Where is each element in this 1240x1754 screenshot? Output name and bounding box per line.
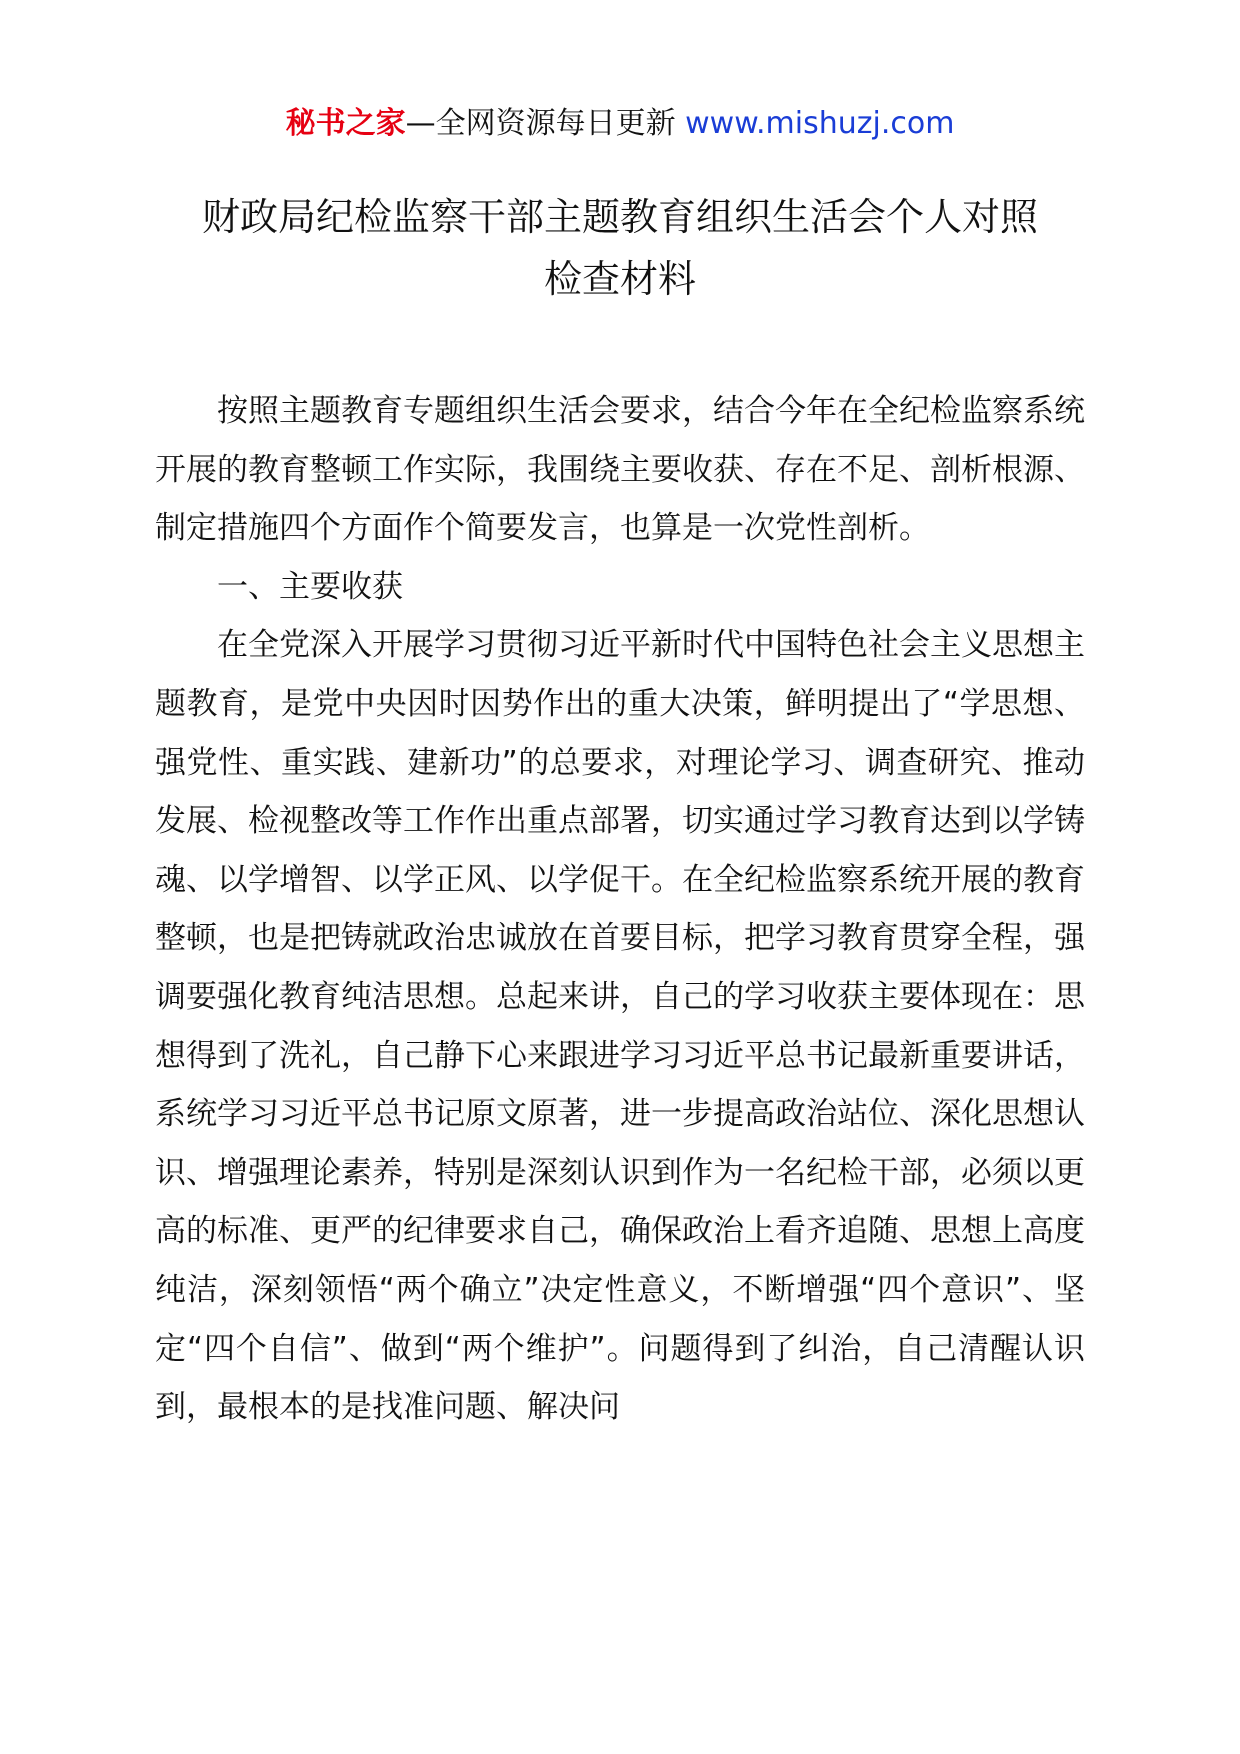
site-header bbox=[0, 102, 1240, 146]
intro-paragraph: 按照主题教育专题组织生活会要求，结合今年在全纪检监察系统开展的教育整顿工作实际，我围绕主要收获、存在不足、剖析根源、制定措施四个方面作个简要发言，也算是一次党性剖析。 bbox=[155, 393, 1085, 547]
document-title bbox=[140, 186, 1100, 310]
brand-name: 秘书之家 bbox=[285, 106, 406, 141]
title-line-1: 财政局纪检监察干部主题教育组织生活会个人对照 bbox=[201, 195, 1038, 239]
site-url[interactable]: www.mishuzj.com bbox=[685, 106, 955, 141]
document-body bbox=[155, 382, 1085, 1437]
section-heading: 一、主要收获 bbox=[217, 568, 403, 605]
section-paragraph: 在全党深入开展学习贯彻习近平新时代中国特色社会主义思想主题教育，是党中央因时因势作出的重大决策，鲜明提出了“学思想、强党性、重实践、建新功”的总要求，对理论学习、调查研究、推动发展、检视整改等工作作出重点部署，切实通过学习教育达到以学铸魂、以学增智、以学正风、以学促干。在全纪检监察系统开展的教育整顿，也是把铸就政治忠诚放在首要目标，把学习教育贯穿全程，强调要强化教育纯洁思想。总起来讲，自己的学习收获主要体现在：思想得到了洗礼，自己静下心来跟进学习习近平总书记最新重要讲话，系统学习习近平总书记原文原著，进一步提高政治站位、深化思想认识、增强理论素养，特别是深刻认识到作为一名纪检干部，必须以更高的标准、更严的纪律要求自己，确保政治上看齐追随、思想上高度纯洁，深刻领悟“两个确立”决定性意义，不断增强“四个意识”、坚定“四个自信”、做到“两个维护”。问题得到了纠治，自己清醒认识到，最根本的是找准问题、解决问 bbox=[155, 627, 1085, 1426]
title-line-2: 检查材料 bbox=[543, 257, 696, 301]
header-tagline: —全网资源每日更新 bbox=[405, 106, 686, 141]
